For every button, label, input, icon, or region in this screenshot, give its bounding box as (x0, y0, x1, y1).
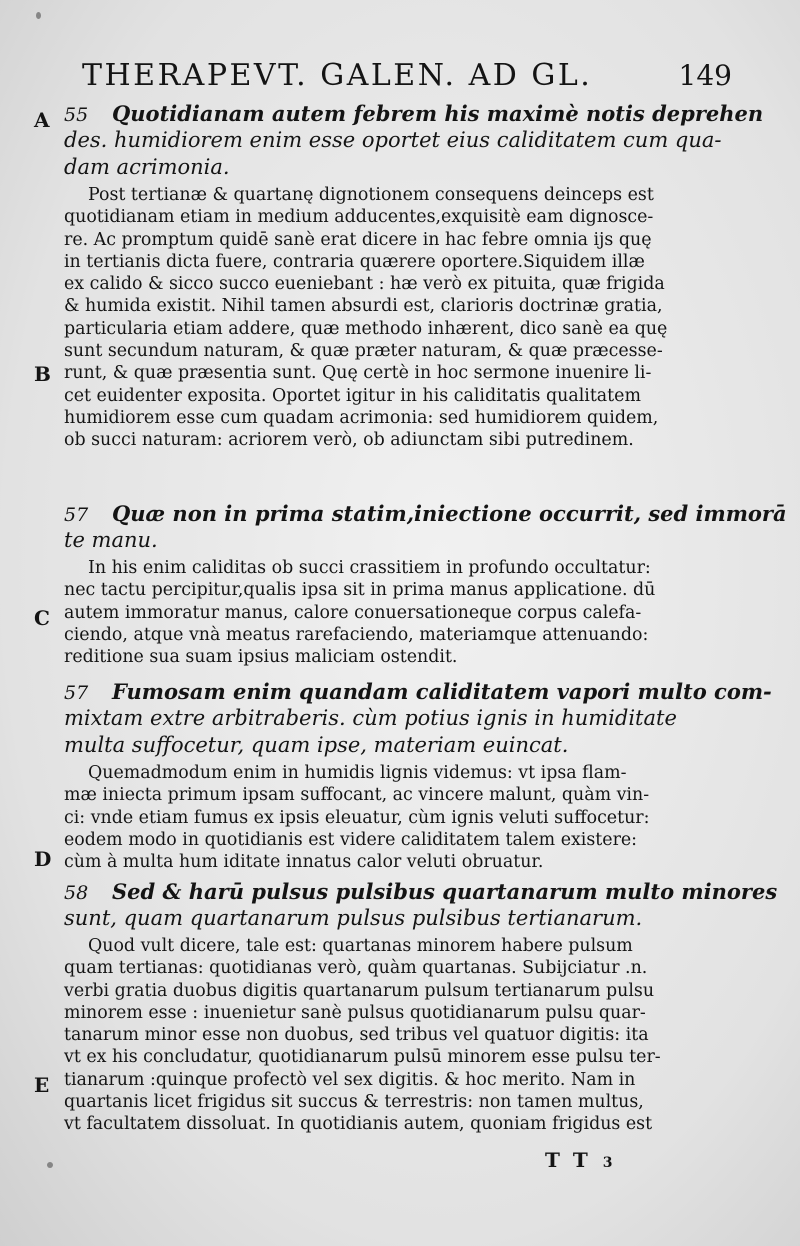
section-number: 58 (64, 882, 89, 904)
section-number: 57 (64, 504, 89, 526)
lemma-line: sunt, quam quartanarum pulsus pulsibus tertianarum. (64, 906, 643, 930)
margin-letter-c: C (34, 606, 50, 630)
signature-number: 3 (602, 1155, 616, 1171)
lemma-line: 57 Quæ non in prima statim,iniectione occurrit, sed immorā (64, 500, 674, 527)
comment-line: quotidianam etiam in medium adducentes,exquisitè eam dignosce- (64, 207, 654, 228)
lemma-line: te manu. (64, 528, 158, 552)
comment-line: ob succi naturam: acriorem verò, ob adiunctam sibi putredinem. (64, 430, 634, 451)
lemma (64, 500, 787, 554)
comment-line: nec tactu percipitur,qualis ipsa sit in prima manus applicatione. dū (64, 580, 656, 601)
comment-line: Quemadmodum enim in humidis lignis videmus: vt ipsa flam- (88, 763, 627, 783)
comment-line: cet euidenter exposita. Oportet igitur in his caliditatis qualitatem (64, 385, 641, 406)
comment-line: vt ex his concludatur, quotidianarum pulsū minorem esse pulsu ter- (64, 1047, 661, 1068)
margin-letter-b: B (34, 362, 51, 386)
commentary (64, 184, 674, 452)
section-55 (64, 100, 764, 452)
comment-line: runt, & quæ præsentia sunt. Quę certè in hoc sermone inuenire li- (64, 363, 652, 384)
page-header (82, 56, 732, 96)
lemma (64, 878, 778, 932)
lemma-line: 55 Quotidianam autem febrem his maximè notis deprehen (64, 100, 674, 127)
lemma (64, 678, 772, 759)
ink-spot (47, 1162, 53, 1168)
comment-line: autem immoratur manus, calore conuersationeque corpus calefa- (64, 602, 642, 623)
running-head: THERAPEVT. GALEN. AD GL. (82, 58, 593, 93)
comment-line: ci: vnde etiam fumus ex ipsis eleuatur, cùm ignis veluti suffocetur: (64, 807, 650, 828)
lemma-line: mixtam extre arbitraberis. cùm potius ignis in humiditate (64, 706, 677, 730)
page-number: 149 (678, 59, 732, 92)
comment-line: humidiorem esse cum quadam acrimonia: sed humidiorem quidem, (64, 407, 659, 428)
lemma-line: des. humidiorem enim esse oportet eius caliditatem cum qua- (64, 128, 722, 152)
comment-line: quam tertianas: quotidianas verò, quàm quartanas. Subijciatur .n. (64, 958, 648, 979)
comment-line: ex calido & sicco succo eueniebant : hæ verò ex pituita, quæ frigida (64, 274, 665, 295)
lemma-line: 58 Sed & harū pulsus pulsibus quartanarum multo minores (64, 878, 674, 905)
lemma-line: 57 Fumosam enim quandam caliditatem vapori multo com- (64, 678, 674, 705)
comment-line: Post tertianæ & quartanę dignotionem consequens deinceps est (88, 185, 654, 205)
lemma-line: dam acrimonia. (64, 155, 230, 179)
section-58 (64, 878, 778, 1136)
comment-line: Quod vult dicere, tale est: quartanas minorem habere pulsum (88, 936, 633, 956)
comment-line: minorem esse : inuenietur sanè pulsus quotidianarum pulsu quar- (64, 1002, 646, 1023)
comment-line: quartanis licet frigidus sit succus & terrestris: non tamen multus, (64, 1092, 644, 1113)
comment-line: tianarum :quinque profectò vel sex digitis. & hoc merito. Nam in (64, 1069, 636, 1090)
commentary (64, 557, 674, 668)
catchword-text: T T (545, 1148, 591, 1172)
comment-line: & humida existit. Nihil tamen absurdi est, clarioris doctrinæ gratia, (64, 296, 663, 317)
section-number: 55 (64, 104, 89, 126)
comment-line: re. Ac promptum quidē sanè erat dicere in hac febre omnia ijs quę (64, 229, 652, 250)
section-number: 57 (64, 682, 89, 704)
margin-letter-e: E (34, 1073, 50, 1097)
comment-line: ciendo, atque vnà meatus rarefaciendo, materiamque attenuando: (64, 624, 649, 645)
comment-line: mæ iniecta primum ipsam suffocant, ac vincere malunt, quàm vin- (64, 785, 650, 806)
comment-line: tanarum minor esse non duobus, sed tribus vel quatuor digitis: ita (64, 1025, 649, 1046)
catchword (545, 1148, 615, 1172)
comment-line: vt facultatem dissoluat. In quotidianis autem, quoniam frigidus est (64, 1114, 653, 1135)
section-57a (64, 500, 787, 668)
comment-line: In his enim caliditas ob succi crassitiem in profundo occultatur: (88, 558, 651, 578)
lemma-line: multa suffocetur, quam ipse, materiam euincat. (64, 733, 569, 757)
margin-letter-a: A (34, 108, 50, 132)
comment-line: verbi gratia duobus digitis quartanarum pulsum tertianarum pulsu (64, 980, 655, 1001)
comment-line: particularia etiam addere, quæ methodo inhærent, dico sanè ea quę (64, 318, 668, 339)
ink-spot (36, 12, 41, 19)
comment-line: reditione sua suam ipsius maliciam ostendit. (64, 647, 458, 668)
comment-line: eodem modo in quotidianis est videre caliditatem talem existere: (64, 829, 638, 850)
lemma (64, 100, 764, 181)
commentary (64, 762, 674, 873)
commentary (64, 935, 674, 1136)
comment-line: in tertianis dicta fuere, contraria quærere oportere.Siquidem illæ (64, 251, 645, 272)
margin-letter-d: D (34, 847, 52, 871)
comment-line: sunt secundum naturam, & quæ præter naturam, & quæ præcesse- (64, 341, 663, 362)
comment-line: cùm à multa hum iditate innatus calor veluti obruatur. (64, 852, 544, 873)
section-57b (64, 678, 772, 873)
